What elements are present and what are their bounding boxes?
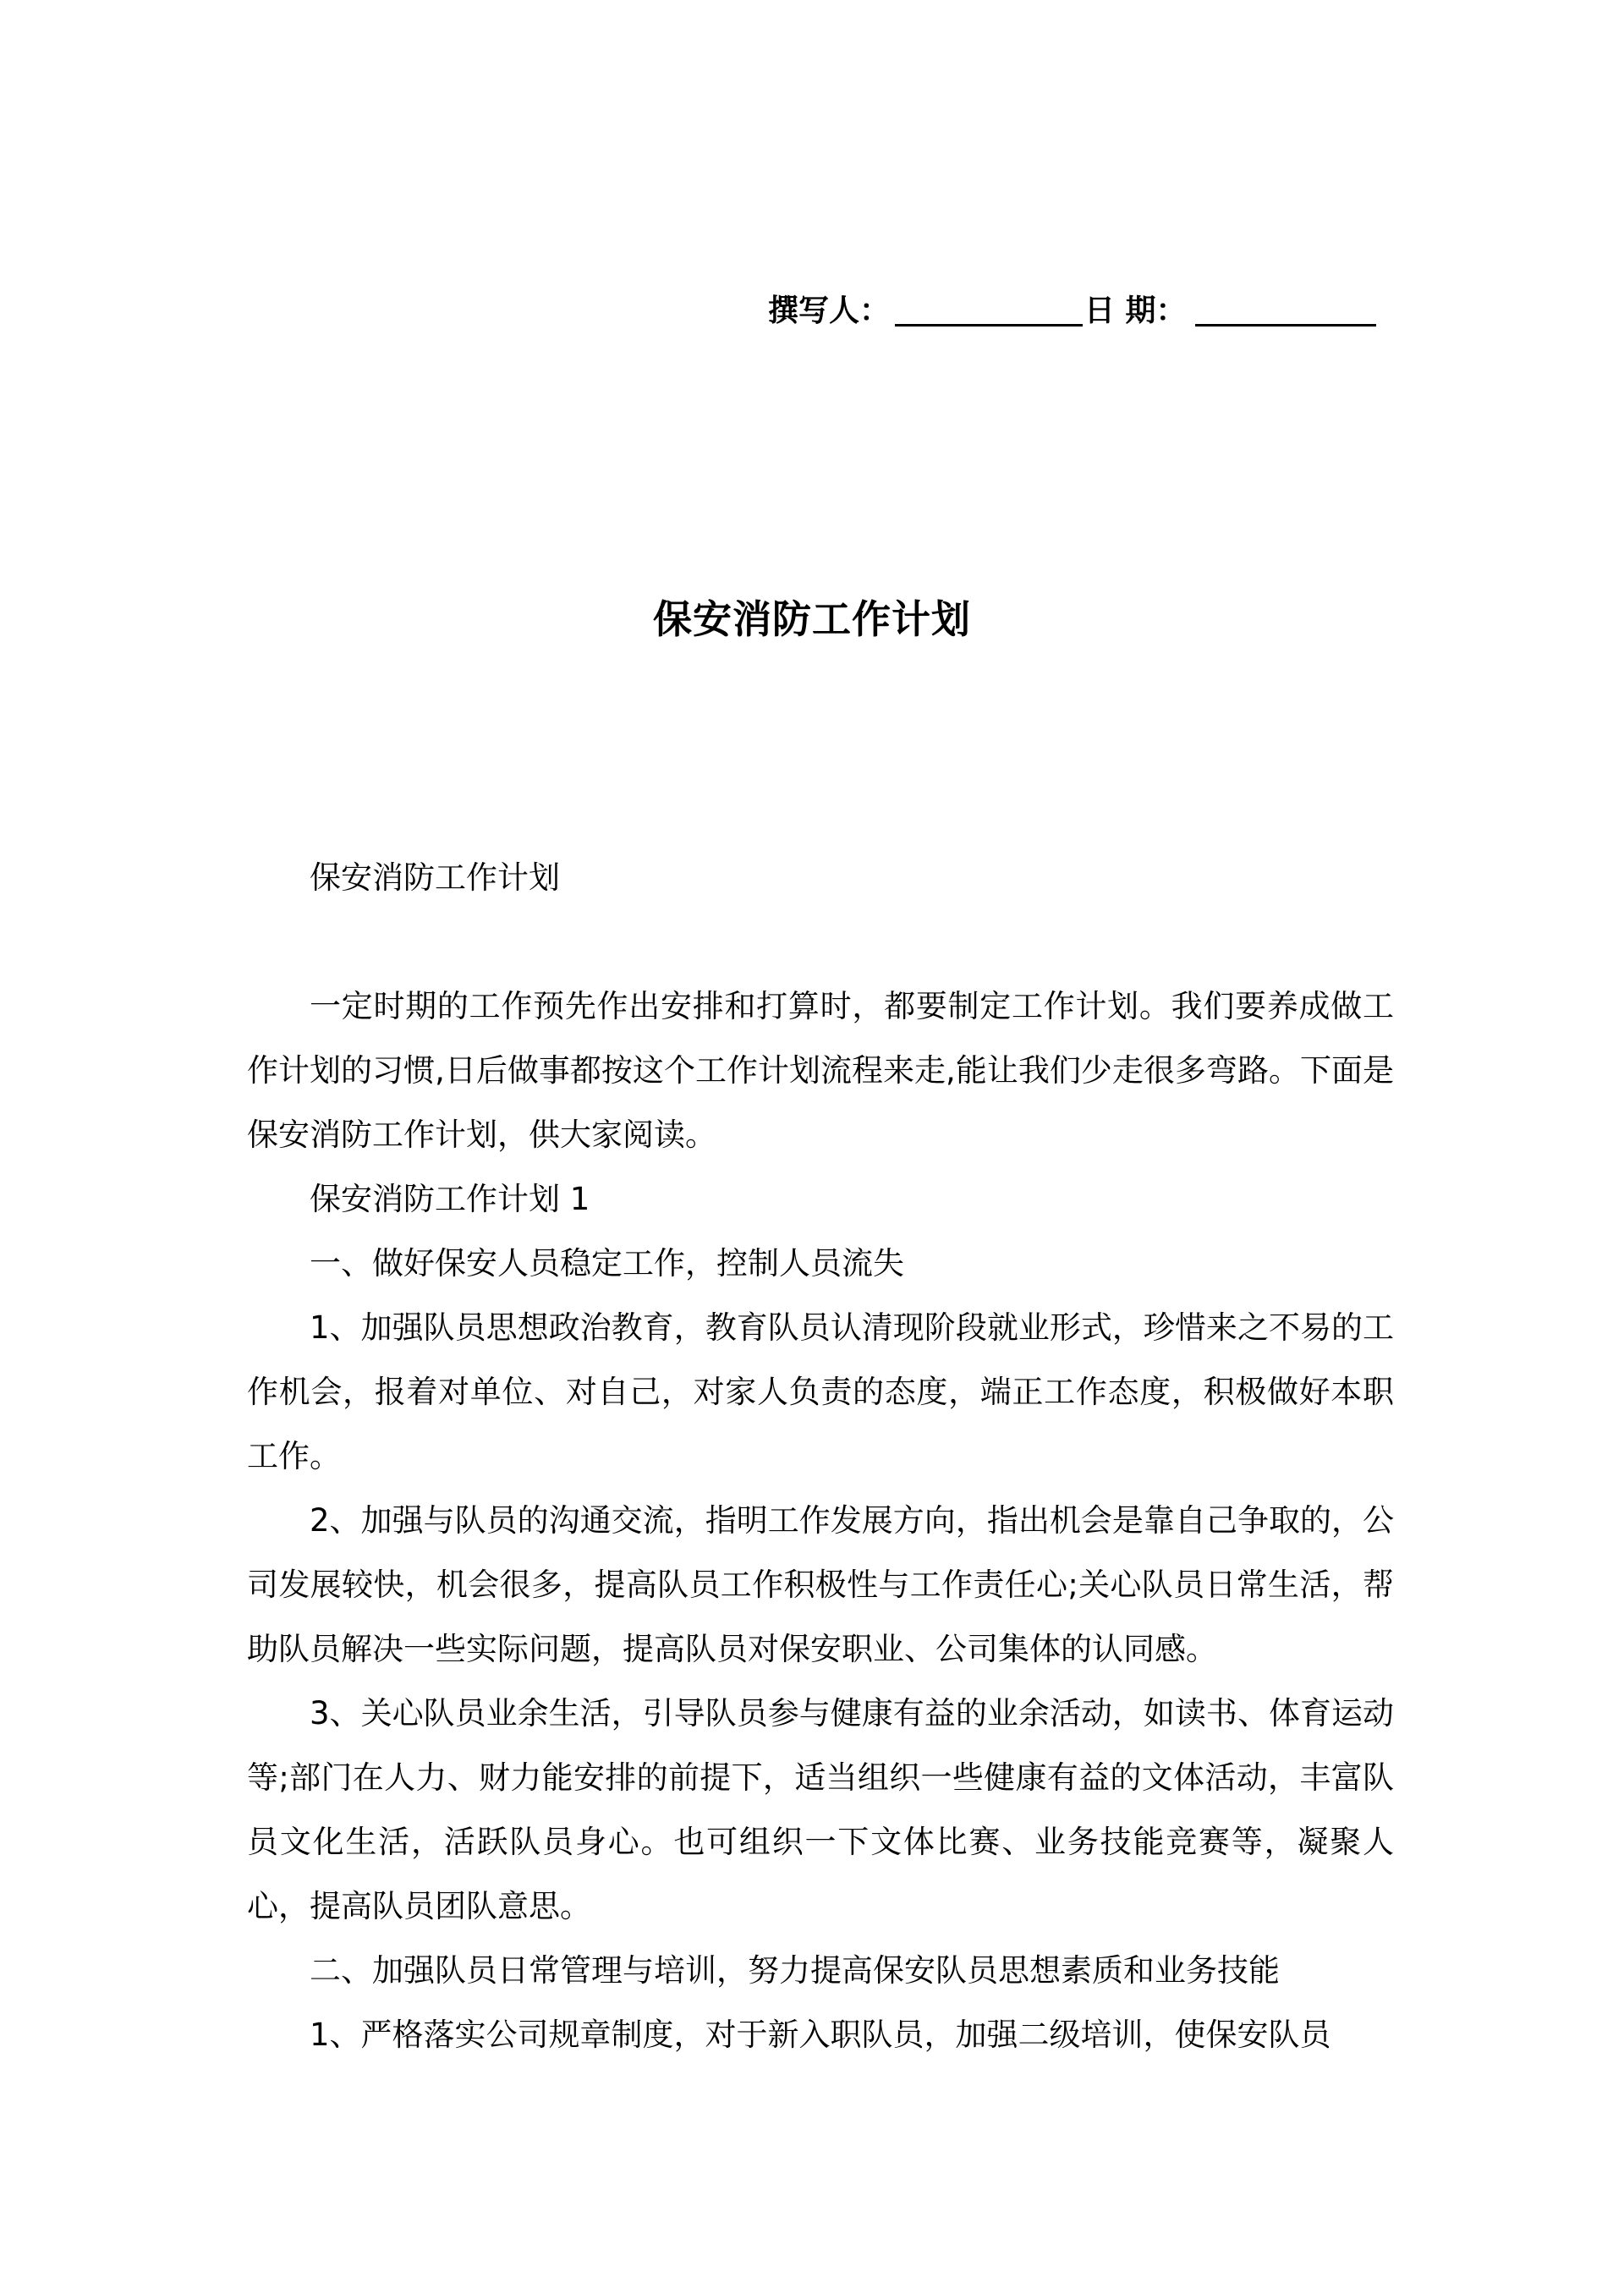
author-label: 撰写人： [768,294,891,328]
body-paragraph: 2、加强与队员的沟通交流，指明工作发展方向，指出机会是靠自己争取的，公司发展较快，机会很多，提高队员工作积极性与工作责任心;关心队员日常生活，帮助队员解决一些实际问题，提高队员对保安职业、公司集体的认同感。 [247,1502,1394,1667]
author-blank [895,321,1083,327]
author-date-line [768,281,1394,332]
body-paragraph: 3、关心队员业余生活，引导队员参与健康有益的业余活动，如读书、体育运动等;部门在人力、财力能安排的前提下，适当组织一些健康有益的文体活动，丰富队员文化生活，活跃队员身心。也可组织一下文体比赛、业务技能竞赛等，凝聚人心，提高队员团队意思。 [247,1695,1394,1924]
body-paragraph: 1、加强队员思想政治教育，教育队员认清现阶段就业形式，珍惜来之不易的工作机会，报着对单位、对自己，对家人负责的态度，端正工作态度，积极做好本职工作。 [247,1309,1394,1474]
date-label: 日 期： [1084,294,1187,328]
body-paragraph: 一定时期的工作预先作出安排和打算时，都要制定工作计划。我们要养成做工作计划的习惯,日后做事都按这个工作计划流程来走,能让我们少走很多弯路。下面是保安消防工作计划，供大家阅读。 [247,988,1394,1153]
document-title: 保安消防工作计划 [653,596,971,642]
body-paragraph: 二、加强队员日常管理与培训，努力提高保安队员思想素质和业务技能 [310,1952,1280,1989]
date-blank [1195,321,1376,327]
document-body [247,846,1394,2067]
body-paragraph: 保安消防工作计划 1 [310,1181,590,1217]
body-paragraph: 保安消防工作计划 [310,859,560,896]
body-paragraph: 1、严格落实公司规章制度，对于新入职队员，加强二级培训，使保安队员 [310,2017,1331,2053]
body-paragraph: 一、做好保安人员稳定工作，控制人员流失 [310,1245,904,1281]
